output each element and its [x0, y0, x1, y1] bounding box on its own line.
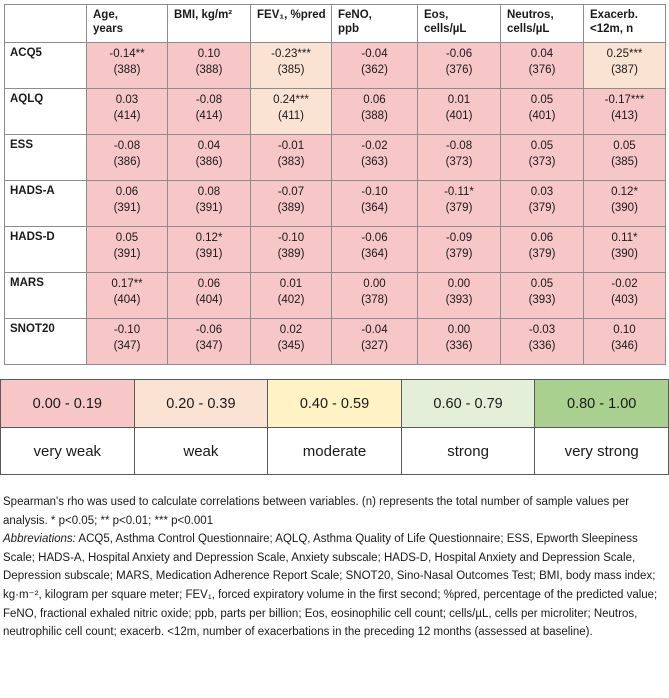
rho-value: -0.06 — [445, 48, 473, 60]
sample-size: (393) — [528, 294, 556, 306]
column-header — [501, 5, 584, 43]
rho-value: -0.07 — [277, 186, 305, 198]
correlation-cell — [418, 273, 501, 319]
rho-value: 0.06 — [197, 278, 221, 290]
correlation-cell — [87, 89, 168, 135]
sample-size: (391) — [113, 248, 141, 260]
sample-size: (336) — [445, 340, 473, 352]
row-label: ACQ5 — [5, 43, 87, 89]
rho-value: -0.08 — [445, 140, 473, 152]
column-header-line2: years — [93, 23, 124, 35]
row-label: MARS — [5, 273, 87, 319]
rho-value: 0.04 — [530, 48, 554, 60]
rho-value: 0.10 — [197, 48, 221, 60]
correlation-cell — [251, 319, 332, 365]
strength-legend — [0, 379, 669, 475]
correlation-cell — [501, 43, 584, 89]
row-label: ESS — [5, 135, 87, 181]
legend-label: moderate — [268, 428, 402, 475]
rho-value: -0.10 — [113, 324, 141, 336]
correlation-cell — [87, 319, 168, 365]
rho-value: -0.06 — [361, 232, 388, 244]
row-label: HADS-D — [5, 227, 87, 273]
sample-size: (386) — [195, 156, 223, 168]
sample-size: (386) — [113, 156, 141, 168]
sample-size: (385) — [611, 156, 638, 168]
sample-size: (391) — [195, 248, 223, 260]
sample-size: (390) — [611, 248, 638, 260]
correlation-cell — [501, 227, 584, 273]
sample-size: (390) — [611, 202, 638, 214]
rho-value: 0.04 — [197, 140, 221, 152]
column-header — [584, 5, 666, 43]
correlation-cell — [168, 319, 251, 365]
column-header — [168, 5, 251, 43]
column-header — [87, 5, 168, 43]
sample-size: (347) — [113, 340, 141, 352]
rho-value: 0.24*** — [273, 94, 309, 106]
sample-size: (404) — [195, 294, 223, 306]
correlation-cell — [168, 135, 251, 181]
sample-size: (414) — [195, 110, 223, 122]
table-row — [5, 319, 666, 365]
correlation-cell — [584, 319, 666, 365]
correlation-cell — [87, 181, 168, 227]
sample-size: (379) — [445, 202, 473, 214]
correlation-cell — [251, 181, 332, 227]
sample-size: (376) — [528, 64, 556, 76]
sample-size: (346) — [611, 340, 638, 352]
correlation-cell — [418, 181, 501, 227]
correlation-cell — [332, 273, 418, 319]
column-header-line1: FEV₁, %pred — [257, 9, 326, 21]
correlation-cell — [418, 227, 501, 273]
rho-value: -0.04 — [361, 324, 388, 336]
rho-value: 0.05 — [530, 278, 554, 290]
rho-value: 0.08 — [197, 186, 221, 198]
sample-size: (363) — [361, 156, 388, 168]
sample-size: (362) — [361, 64, 388, 76]
rho-value: 0.17** — [111, 278, 143, 290]
sample-size: (387) — [611, 64, 638, 76]
sample-size: (388) — [195, 64, 223, 76]
correlation-cell — [584, 273, 666, 319]
correlation-cell — [418, 43, 501, 89]
correlation-cell — [584, 181, 666, 227]
rho-value: 0.00 — [447, 278, 471, 290]
abbreviations-text: ACQ5, Asthma Control Questionnaire; AQLQ, Asthma Quality of Life Questionnaire; ESS, Epworth Sleepiness Scale; HADS-A, Hospital Anxiety and Depression Scale, Anxiety subscale; HADS-D, Hospital Anxiety and Depression Scale, Depression subscale; MARS, Medication Adherence Report Scale; SNOT20, Sino-Nasal Outcomes Test; BMI, body mass index; kg·m⁻², kilogram per square meter; FEV₁, forced expiratory volume in the first second; %pred, percentage of the predicted value; FeNO, fractional exhaled nitric oxide; ppb, parts per billion; Eos, eosinophilic cell count; cells/µL, cells per microliter; Neutros, neutrophilic cell count; exacerb. <12m, number of exacerbations in the preceding 12 months (assessed at baseline). — [3, 533, 658, 639]
correlation-cell — [418, 135, 501, 181]
rho-value: 0.01 — [279, 278, 303, 290]
sample-size: (373) — [445, 156, 473, 168]
correlation-cell — [584, 89, 666, 135]
legend-range: 0.20 - 0.39 — [134, 380, 268, 428]
legend-range: 0.80 - 1.00 — [535, 380, 669, 428]
table-row — [5, 135, 666, 181]
sample-size: (403) — [611, 294, 638, 306]
rho-value: 0.03 — [115, 94, 139, 106]
rho-value: 0.25*** — [606, 48, 643, 60]
sample-size: (379) — [528, 202, 556, 214]
legend-label: very strong — [535, 428, 669, 475]
rho-value: -0.11* — [444, 186, 474, 198]
rho-value: 0.06 — [530, 232, 554, 244]
rho-value: -0.08 — [195, 94, 223, 106]
table-row — [5, 273, 666, 319]
correlation-cell — [418, 319, 501, 365]
correlation-cell — [168, 227, 251, 273]
rho-value: 0.03 — [530, 186, 554, 198]
sample-size: (364) — [361, 202, 388, 214]
sample-size: (373) — [528, 156, 556, 168]
column-header-line1: Eos, — [424, 9, 449, 21]
column-header-line2: cells/µL — [424, 23, 467, 35]
legend-label-row — [1, 428, 669, 475]
rho-value: 0.12* — [611, 186, 638, 198]
sample-size: (401) — [528, 110, 556, 122]
correlation-cell — [501, 181, 584, 227]
sample-size: (411) — [278, 110, 304, 122]
sample-size: (347) — [195, 340, 223, 352]
sample-size: (336) — [528, 340, 556, 352]
sample-size: (327) — [361, 340, 388, 352]
sample-size: (389) — [277, 248, 305, 260]
legend-range: 0.00 - 0.19 — [1, 380, 135, 428]
rho-value: -0.14** — [109, 48, 145, 60]
notes-paragraph: Spearman's rho was used to calculate correlations between variables. (n) represents the total number of sample values per analysis. * p<0.05; ** p<0.01; *** p<0.001 — [3, 496, 630, 527]
table-header-row — [5, 5, 666, 43]
table-row — [5, 227, 666, 273]
rho-value: 0.11* — [611, 232, 638, 244]
rho-value: 0.06 — [115, 186, 139, 198]
correlation-cell — [332, 227, 418, 273]
sample-size: (413) — [611, 110, 638, 122]
correlation-cell — [87, 135, 168, 181]
abbreviations-title: Abbreviations: — [3, 533, 76, 546]
column-header-line1: Exacerb. — [590, 9, 638, 21]
rho-value: -0.10 — [277, 232, 305, 244]
rho-value: 0.05 — [530, 94, 554, 106]
rho-value: 0.10 — [613, 324, 636, 336]
correlation-cell — [87, 227, 168, 273]
abbreviations-paragraph — [3, 530, 665, 642]
correlation-cell — [501, 89, 584, 135]
column-header-line1: FeNO, — [338, 9, 372, 21]
legend-range-row — [1, 380, 669, 428]
table-body — [5, 43, 666, 365]
correlation-cell — [168, 89, 251, 135]
correlation-table — [4, 4, 666, 365]
rho-value: -0.02 — [611, 278, 638, 290]
row-label: AQLQ — [5, 89, 87, 135]
correlation-cell — [251, 43, 332, 89]
row-label: SNOT20 — [5, 319, 87, 365]
table-row — [5, 43, 666, 89]
correlation-cell — [584, 227, 666, 273]
sample-size: (379) — [528, 248, 556, 260]
correlation-cell — [332, 43, 418, 89]
correlation-cell — [418, 89, 501, 135]
correlation-cell — [251, 89, 332, 135]
column-header-line2: cells/µL — [507, 23, 550, 35]
correlation-cell — [332, 319, 418, 365]
correlation-cell — [251, 227, 332, 273]
sample-size: (385) — [277, 64, 305, 76]
legend-label: strong — [401, 428, 535, 475]
rho-value: 0.02 — [279, 324, 303, 336]
table-notes — [3, 493, 665, 642]
correlation-cell — [501, 319, 584, 365]
column-header-line1: Age, — [93, 9, 118, 21]
sample-size: (389) — [277, 202, 305, 214]
rho-value: 0.05 — [613, 140, 636, 152]
legend-label: very weak — [1, 428, 135, 475]
rho-value: -0.02 — [361, 140, 388, 152]
sample-size: (364) — [361, 248, 388, 260]
table-row — [5, 181, 666, 227]
column-header-line1: BMI, kg/m² — [174, 9, 233, 21]
sample-size: (379) — [445, 248, 473, 260]
sample-size: (391) — [195, 202, 223, 214]
rho-value: 0.00 — [447, 324, 471, 336]
rho-value: -0.09 — [445, 232, 473, 244]
legend-range: 0.40 - 0.59 — [268, 380, 402, 428]
correlation-cell — [332, 89, 418, 135]
sample-size: (391) — [113, 202, 141, 214]
correlation-cell — [584, 135, 666, 181]
rho-value: -0.03 — [528, 324, 556, 336]
sample-size: (383) — [277, 156, 305, 168]
rho-value: -0.01 — [277, 140, 305, 152]
correlation-cell — [168, 43, 251, 89]
sample-size: (345) — [277, 340, 305, 352]
sample-size: (378) — [361, 294, 388, 306]
rho-value: -0.10 — [361, 186, 388, 198]
column-header — [332, 5, 418, 43]
sample-size: (376) — [445, 64, 473, 76]
correlation-cell — [251, 135, 332, 181]
rho-value: -0.17*** — [604, 94, 645, 106]
correlation-cell — [87, 43, 168, 89]
rho-value: 0.12* — [195, 232, 223, 244]
sample-size: (401) — [445, 110, 473, 122]
rho-value: 0.05 — [115, 232, 139, 244]
rho-value: 0.01 — [447, 94, 471, 106]
correlation-cell — [584, 43, 666, 89]
header-corner-cell — [5, 5, 87, 43]
correlation-cell — [501, 135, 584, 181]
column-header — [251, 5, 332, 43]
sample-size: (414) — [113, 110, 141, 122]
sample-size: (404) — [113, 294, 141, 306]
rho-value: -0.08 — [113, 140, 141, 152]
legend-label: weak — [134, 428, 268, 475]
column-header-line2: <12m, n — [590, 23, 634, 35]
sample-size: (393) — [445, 294, 473, 306]
correlation-cell — [168, 273, 251, 319]
correlation-cell — [501, 273, 584, 319]
sample-size: (388) — [113, 64, 141, 76]
rho-value: 0.05 — [530, 140, 554, 152]
correlation-cell — [251, 273, 332, 319]
column-header-line1: Neutros, — [507, 9, 554, 21]
table-row — [5, 89, 666, 135]
sample-size: (388) — [361, 110, 388, 122]
rho-value: 0.00 — [363, 278, 386, 290]
correlation-cell — [332, 181, 418, 227]
correlation-cell — [332, 135, 418, 181]
correlation-cell — [168, 181, 251, 227]
rho-value: -0.23*** — [271, 48, 311, 60]
column-header-line2: ppb — [338, 23, 360, 35]
rho-value: -0.04 — [361, 48, 388, 60]
legend-range: 0.60 - 0.79 — [401, 380, 535, 428]
rho-value: 0.06 — [363, 94, 386, 106]
row-label: HADS-A — [5, 181, 87, 227]
column-header — [418, 5, 501, 43]
sample-size: (402) — [277, 294, 305, 306]
correlation-cell — [87, 273, 168, 319]
rho-value: -0.06 — [195, 324, 223, 336]
